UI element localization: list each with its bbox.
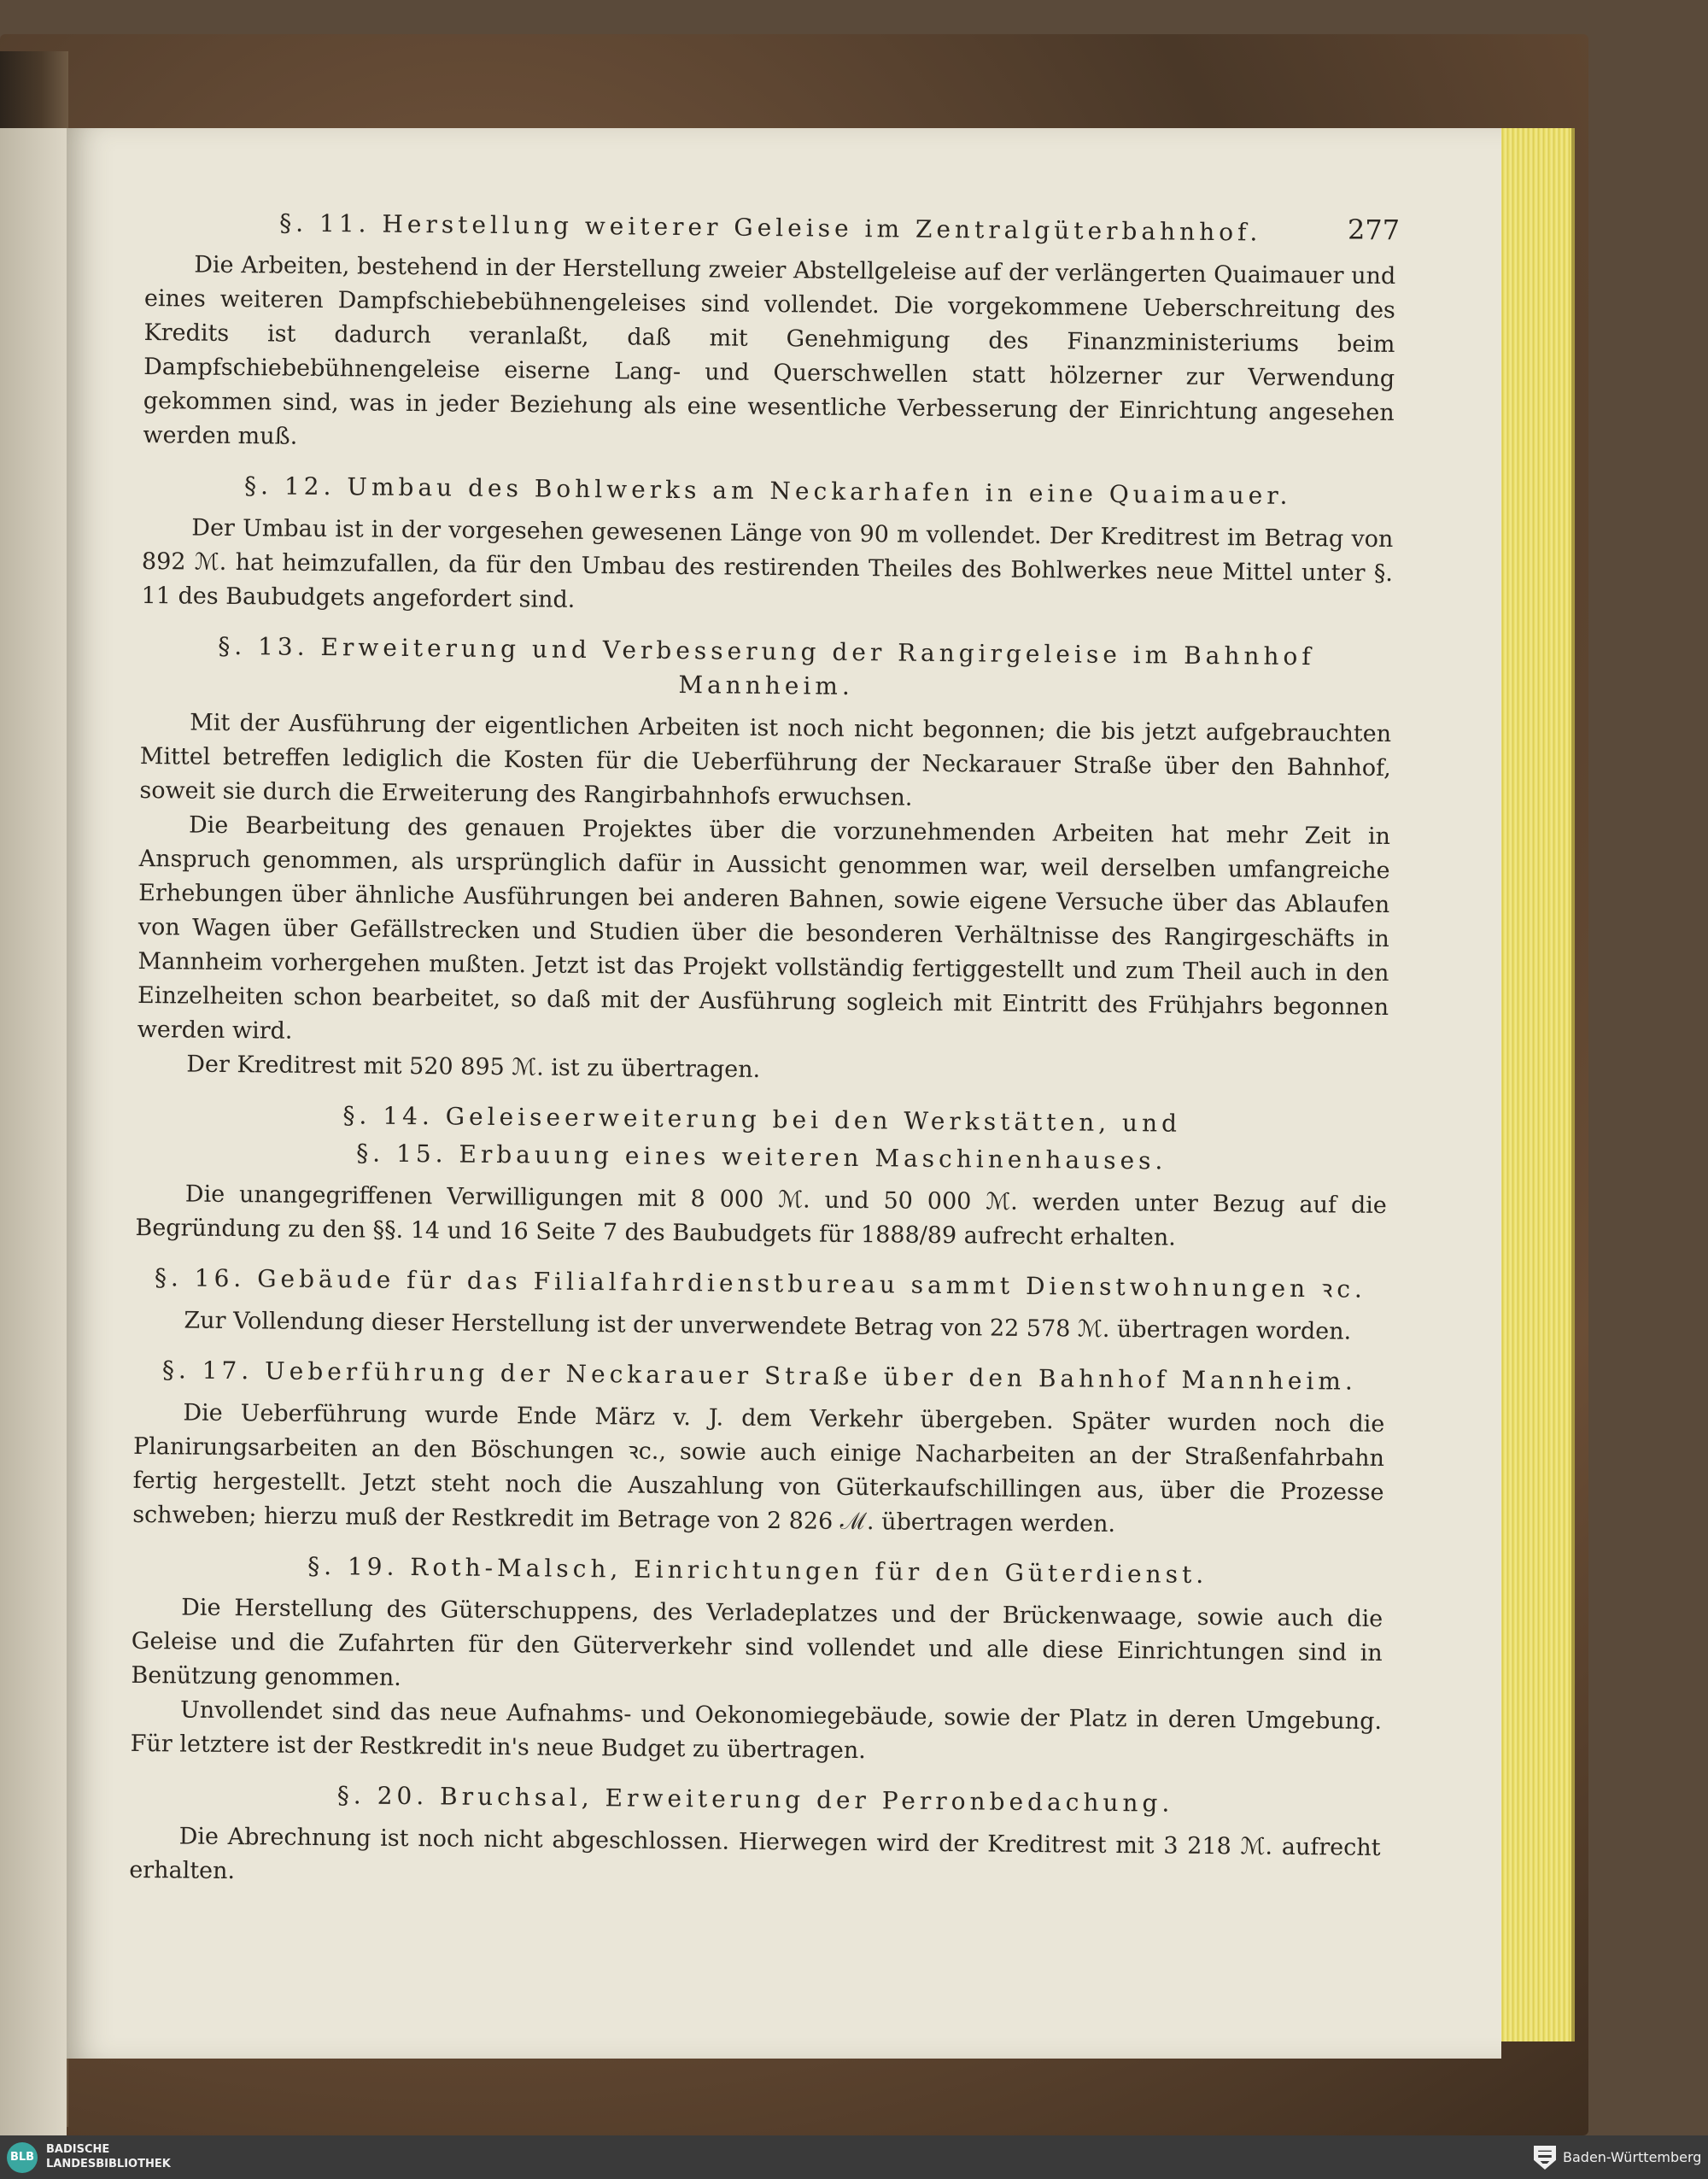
state-name[interactable]: Baden-Württemberg (1563, 2149, 1702, 2165)
paragraph: Unvollendet sind das neue Aufnahms- und Oekonomiegebäude, sowie der Platz in deren Umgebung. Für letztere ist der Restkredit in's neue Budget zu übertragen. (130, 1696, 1383, 1765)
left-page-edge (0, 128, 67, 2135)
library-name-line2: LANDESBIBLIOTHEK (46, 2158, 171, 2170)
section-13 (137, 629, 1392, 1093)
paragraph: Die Ueberführung wurde Ende März v. J. dem Verkehr übergeben. Später wurden noch die Planirungsarbeiten an den Böschungen ꝛc., sowie auch einige Nacharbeiten an der Straßenfahrbahn fertig hergestellt. Jetzt steht noch die Auszahlung von Güterkaufschillingen aus, über die Prozesse schweben; hierzu muß der Restkredit im Betrage von 2 826 ℳ. übertragen werden. (132, 1399, 1385, 1538)
section-11 (143, 205, 1396, 465)
blb-logo-icon[interactable]: BLB (7, 2142, 38, 2173)
page-edges (1493, 128, 1575, 2041)
section-heading: §. 11. Herstellung weiterer Geleise im Zentralgüterbahnhof. (279, 208, 1262, 247)
library-name-line1: BADISCHE (46, 2143, 110, 2156)
section-16 (134, 1261, 1386, 1350)
section-heading: §. 15. Erbauung eines weiteren Maschinenhauses. (356, 1139, 1167, 1175)
section-heading: §. 12. Umbau des Bohlwerks am Neckarhafen in eine Quaimauer. (243, 472, 1292, 510)
section-heading: §. 20. Bruchsal, Erweiterung der Perronbedachung. (336, 1781, 1174, 1818)
paragraph: Die Bearbeitung des genauen Projektes über die vorzunehmenden Arbeiten hat mehr Zeit in Anspruch genommen, als ursprünglich dafür in Aussicht genommen war, weil derselben umfangreiche Erhebungen über ähnliche Ausführungen bei anderen Bahnen, sowie eigene Versuche über das Ablaufen von Wagen über Gefällstrecken und Studien über die besonderen Verhältnisse des Rangirgeschäfts in Mannheim vorhergehen mußten. Jetzt ist das Projekt vollständig fertiggestellt und zum Theil auch in den Einzelheiten schon bearbeitet, so daß mit der Ausführung sogleich mit Eintritt des Frühjahrs begonnen werden wird. (137, 811, 1391, 1045)
section-17 (132, 1353, 1385, 1544)
paragraph: Die Herstellung des Güterschuppens, des Verladeplatzes und der Brückenwaage, sowie auch die Geleise und die Zufahrten für den Güterverkehr sind vollendet und alle diese Einrichtungen sind in Benützung genommen. (131, 1594, 1383, 1691)
page-number: 277 (1348, 214, 1401, 246)
section-14-15 (135, 1097, 1388, 1257)
section-12 (141, 468, 1394, 625)
library-name (46, 2142, 171, 2171)
section-19 (131, 1548, 1383, 1773)
section-heading: §. 14. Geleiseerweiterung bei den Werkstätten, und (342, 1101, 1182, 1138)
paragraph: Die Abrechnung ist noch nicht abgeschlossen. Hierwegen wird der Kreditrest mit 3 218 ℳ. aufrecht erhalten. (129, 1823, 1381, 1885)
paragraph: Zur Vollendung dieser Herstellung ist der unverwendete Betrag von 22 578 ℳ. übertragen worden. (184, 1307, 1352, 1345)
paragraph: Mit der Ausführung der eigentlichen Arbeiten ist noch nicht begonnen; die bis jetzt aufgebrauchten Mittel betreffen lediglich die Kosten für die Ueberführung der Neckarauer Straße über den Bahnhof, soweit sie durch die Erweiterung des Rangirbahnhofs erwuchsen. (139, 709, 1392, 811)
document-text (129, 205, 1396, 1915)
section-heading: §. 13. Erweiterung und Verbesserung der Rangirgeleise im Bahnhof Mannheim. (218, 631, 1315, 700)
paragraph: Der Umbau ist in der vorgesehen gewesenen Länge von 90 m vollendet. Der Kreditrest im Betrag von 892 ℳ. hat heimzufallen, da für den Umbau des restirenden Theiles des Bohlwerkes neue Mittel unter §. 11 des Baubudgets angefordert sind. (141, 514, 1394, 613)
paragraph: Die Arbeiten, bestehend in der Herstellung zweier Abstellgeleise auf der verlängerten Quaimauer und eines weiteren Dampfschiebebühnengeleises sind vollendet. Die vorgekommene Ueberschreitung des Kredits ist dadurch veranlaßt, daß mit Genehmigung des Finanzministeriums beim Dampfschiebebühnengeleise eiserne Lang- und Querschwellen statt hölzerner zur Verwendung gekommen sind, was in jeder Beziehung als eine wesentliche Verbesserung der Einrichtung angesehen werden muß. (143, 251, 1396, 450)
coat-of-arms-icon (1534, 2146, 1556, 2170)
paragraph: Der Kreditrest mit 520 895 ℳ. ist zu übertragen. (186, 1051, 761, 1083)
footer-bar (0, 2135, 1708, 2179)
paragraph: Die unangegriffenen Verwilligungen mit 8 000 ℳ. und 50 000 ℳ. werden unter Bezug auf die Begründung zu den §§. 14 und 16 Seite 7 des Baubudgets für 1888/89 aufrecht erhalten. (135, 1180, 1387, 1251)
section-heading: §. 19. Roth-Malsch, Einrichtungen für den Güterdienst. (307, 1551, 1208, 1590)
section-20 (129, 1777, 1381, 1900)
section-heading: §. 17. Ueberführung der Neckarauer Straße über den Bahnhof Mannheim. (161, 1356, 1358, 1396)
section-heading: §. 16. Gebäude für das Filialfahrdienstbureau sammt Dienstwohnungen ꝛc. (154, 1263, 1367, 1303)
